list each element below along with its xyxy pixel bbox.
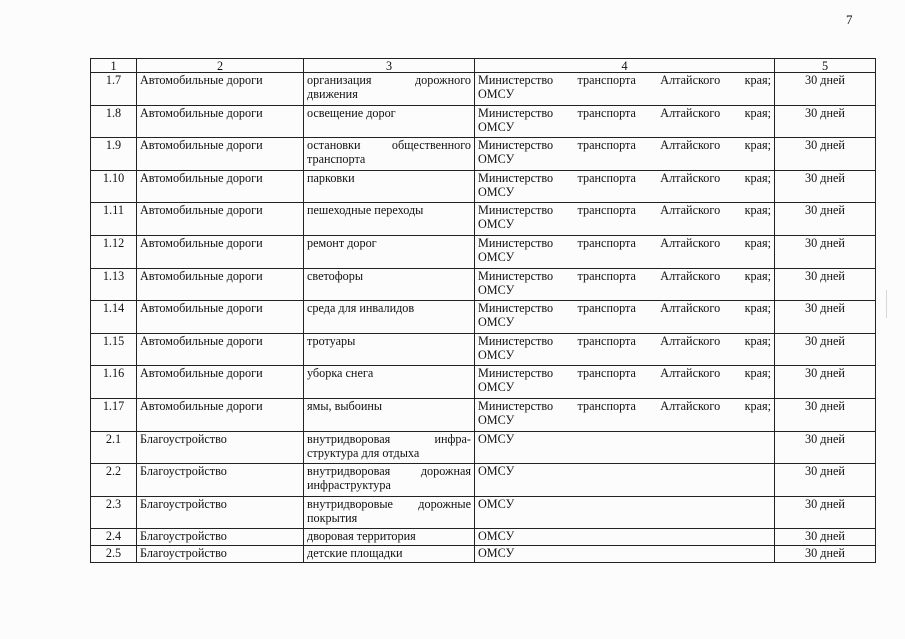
table-row xyxy=(91,431,876,464)
cell-organization xyxy=(475,398,775,431)
cell-topic xyxy=(304,301,475,334)
cell-organization xyxy=(475,333,775,366)
cell-organization xyxy=(475,496,775,529)
cell-number: 1.7 xyxy=(91,73,137,106)
cell-category: Автомобильные дороги xyxy=(137,105,304,138)
organization-line-2: ОМСУ xyxy=(478,282,515,297)
cell-number: 1.13 xyxy=(91,268,137,301)
organization-line-1: Министерство транспорта Алтайского края; xyxy=(478,333,771,348)
organization-line-2: ОМСУ xyxy=(478,347,515,362)
organization-line-1: Министерство транспорта Алтайского края; xyxy=(478,398,771,413)
cell-number: 1.12 xyxy=(91,235,137,268)
table-row xyxy=(91,170,876,203)
table-row xyxy=(91,301,876,334)
topic-line-1: среда для инвалидов xyxy=(307,301,415,316)
topic-line-1: парковки xyxy=(307,170,355,185)
cell-topic xyxy=(304,529,475,546)
table-row xyxy=(91,366,876,399)
cell-topic xyxy=(304,546,475,563)
topic-line-2: покрытия xyxy=(307,510,358,525)
organization-line-1: Министерство транспорта Алтайского края; xyxy=(478,105,771,120)
cell-term: 30 дней xyxy=(775,431,876,464)
topic-line-1: внутридворовые дорожные xyxy=(307,496,471,511)
cell-category: Автомобильные дороги xyxy=(137,170,304,203)
topic-line-1: ремонт дорог xyxy=(307,235,377,250)
cell-organization xyxy=(475,301,775,334)
cell-term: 30 дней xyxy=(775,464,876,497)
cell-number: 1.9 xyxy=(91,138,137,171)
table-row xyxy=(91,398,876,431)
cell-term: 30 дней xyxy=(775,333,876,366)
topic-line-2: движения xyxy=(307,87,358,101)
scan-mark xyxy=(886,290,887,318)
cell-term: 30 дней xyxy=(775,268,876,301)
organization-line-2: ОМСУ xyxy=(478,217,515,232)
cell-organization xyxy=(475,138,775,171)
cell-category: Автомобильные дороги xyxy=(137,398,304,431)
cell-term: 30 дней xyxy=(775,366,876,399)
topic-line-1: внутридворовая дорожная xyxy=(307,464,471,479)
table-row xyxy=(91,138,876,171)
organization-line-1: Министерство транспорта Алтайского края; xyxy=(478,138,771,153)
cell-organization xyxy=(475,366,775,399)
cell-organization xyxy=(475,464,775,497)
cell-number: 1.15 xyxy=(91,333,137,366)
topic-line-1: ямы, выбоины xyxy=(307,398,383,413)
organization-line-1: Министерство транспорта Алтайского края; xyxy=(478,235,771,250)
header-col-4: 4 xyxy=(475,59,775,73)
topic-line-1: светофоры xyxy=(307,268,364,283)
cell-topic xyxy=(304,398,475,431)
organization-line-2: ОМСУ xyxy=(478,380,515,395)
appeals-table xyxy=(90,58,876,563)
cell-term: 30 дней xyxy=(775,529,876,546)
cell-number: 2.2 xyxy=(91,464,137,497)
cell-category: Благоустройство xyxy=(137,464,304,497)
table-row xyxy=(91,235,876,268)
table-row xyxy=(91,105,876,138)
cell-number: 2.3 xyxy=(91,496,137,529)
cell-term: 30 дней xyxy=(775,301,876,334)
cell-topic xyxy=(304,333,475,366)
cell-organization xyxy=(475,203,775,236)
topic-line-1: освещение дорог xyxy=(307,105,396,120)
topic-line-1: внутридворовая инфра- xyxy=(307,431,471,446)
organization-line-2: ОМСУ xyxy=(478,119,515,134)
table-row xyxy=(91,73,876,106)
topic-line-2: инфраструктура xyxy=(307,478,391,493)
organization-line-2: ОМСУ xyxy=(478,87,515,101)
cell-organization xyxy=(475,546,775,563)
table-row xyxy=(91,464,876,497)
organization-line-1: Министерство транспорта Алтайского края; xyxy=(478,73,771,87)
topic-line-2: транспорта xyxy=(307,152,366,167)
cell-number: 2.5 xyxy=(91,546,137,563)
cell-category: Автомобильные дороги xyxy=(137,235,304,268)
cell-number: 1.14 xyxy=(91,301,137,334)
organization-line-1: Министерство транспорта Алтайского края; xyxy=(478,203,771,218)
cell-term: 30 дней xyxy=(775,546,876,563)
cell-term: 30 дней xyxy=(775,398,876,431)
organization-line-1: Министерство транспорта Алтайского края; xyxy=(478,366,771,381)
cell-topic xyxy=(304,138,475,171)
organization-line-1: ОМСУ xyxy=(478,546,515,561)
cell-category: Благоустройство xyxy=(137,496,304,529)
cell-organization xyxy=(475,268,775,301)
table-row xyxy=(91,333,876,366)
table-row xyxy=(91,546,876,563)
cell-topic xyxy=(304,203,475,236)
topic-line-1: тротуары xyxy=(307,333,356,348)
cell-number: 2.4 xyxy=(91,529,137,546)
page-number: 7 xyxy=(846,12,853,27)
table-header-row xyxy=(91,59,876,73)
topic-line-2: структура для отдыха xyxy=(307,445,420,460)
organization-line-1: ОМСУ xyxy=(478,496,515,511)
cell-topic xyxy=(304,235,475,268)
organization-line-2: ОМСУ xyxy=(478,249,515,264)
cell-number: 2.1 xyxy=(91,431,137,464)
organization-line-1: Министерство транспорта Алтайского края; xyxy=(478,301,771,316)
cell-number: 1.10 xyxy=(91,170,137,203)
cell-term: 30 дней xyxy=(775,170,876,203)
cell-topic xyxy=(304,170,475,203)
organization-line-2: ОМСУ xyxy=(478,184,515,199)
header-col-1: 1 xyxy=(91,59,137,73)
cell-term: 30 дней xyxy=(775,138,876,171)
organization-line-1: Министерство транспорта Алтайского края; xyxy=(478,170,771,185)
organization-line-1: Министерство транспорта Алтайского края; xyxy=(478,268,771,283)
cell-organization xyxy=(475,105,775,138)
table-row xyxy=(91,203,876,236)
topic-line-1: организация дорожного xyxy=(307,73,471,87)
table-row xyxy=(91,496,876,529)
header-col-3: 3 xyxy=(304,59,475,73)
cell-category: Автомобильные дороги xyxy=(137,366,304,399)
cell-topic xyxy=(304,496,475,529)
cell-category: Автомобильные дороги xyxy=(137,73,304,106)
cell-organization xyxy=(475,529,775,546)
cell-organization xyxy=(475,170,775,203)
cell-category: Автомобильные дороги xyxy=(137,203,304,236)
cell-organization xyxy=(475,235,775,268)
table-row xyxy=(91,268,876,301)
cell-topic xyxy=(304,268,475,301)
topic-line-1: дворовая территория xyxy=(307,529,416,544)
organization-line-1: ОМСУ xyxy=(478,529,515,544)
cell-number: 1.16 xyxy=(91,366,137,399)
cell-category: Благоустройство xyxy=(137,431,304,464)
cell-category: Автомобильные дороги xyxy=(137,138,304,171)
cell-category: Благоустройство xyxy=(137,546,304,563)
organization-line-1: ОМСУ xyxy=(478,431,515,446)
cell-number: 1.11 xyxy=(91,203,137,236)
organization-line-2: ОМСУ xyxy=(478,412,515,427)
cell-topic xyxy=(304,366,475,399)
cell-category: Благоустройство xyxy=(137,529,304,546)
cell-organization xyxy=(475,431,775,464)
cell-organization xyxy=(475,73,775,106)
cell-term: 30 дней xyxy=(775,203,876,236)
header-col-5: 5 xyxy=(775,59,876,73)
cell-category: Автомобильные дороги xyxy=(137,301,304,334)
cell-term: 30 дней xyxy=(775,235,876,268)
cell-term: 30 дней xyxy=(775,496,876,529)
cell-number: 1.17 xyxy=(91,398,137,431)
cell-topic xyxy=(304,431,475,464)
topic-line-1: детские площадки xyxy=(307,546,403,561)
organization-line-1: ОМСУ xyxy=(478,464,515,479)
cell-topic xyxy=(304,464,475,497)
cell-term: 30 дней xyxy=(775,73,876,106)
organization-line-2: ОМСУ xyxy=(478,152,515,167)
cell-term: 30 дней xyxy=(775,105,876,138)
cell-category: Автомобильные дороги xyxy=(137,333,304,366)
topic-line-1: пешеходные переходы xyxy=(307,203,424,218)
cell-topic xyxy=(304,105,475,138)
table-row xyxy=(91,529,876,546)
cell-number: 1.8 xyxy=(91,105,137,138)
header-col-2: 2 xyxy=(137,59,304,73)
cell-category: Автомобильные дороги xyxy=(137,268,304,301)
organization-line-2: ОМСУ xyxy=(478,315,515,330)
cell-topic xyxy=(304,73,475,106)
topic-line-1: уборка снега xyxy=(307,366,374,381)
topic-line-1: остановки общественного xyxy=(307,138,471,153)
